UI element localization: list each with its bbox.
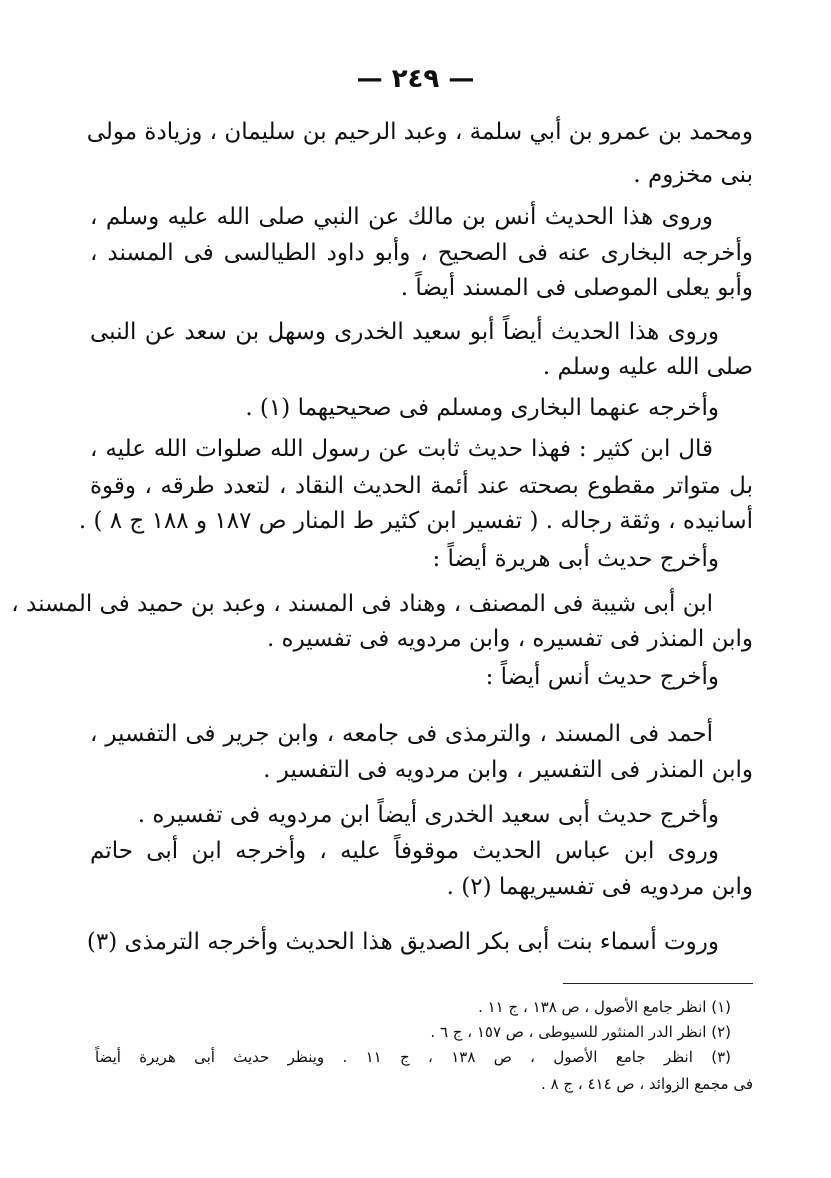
text-line-11: أسانيده ، وثقة رجاله . ( تفسير ابن كثير ط المنار ص ١٨٧ و ١٨٨ ج ٨ ) .	[78, 508, 753, 534]
footnote-1: (١) انظر جامع الأصول ، ص ١٣٨ ، ج ١١ .	[478, 998, 731, 1016]
text-line-3: وروى هذا الحديث أنس بن مالك عن النبي صلى الله عليه وسلم ،	[90, 204, 713, 230]
text-line-16: أحمد فى المسند ، والترمذى فى جامعه ، وابن جرير فى التفسير ،	[90, 721, 713, 747]
footnote-2: (٢) انظر الدر المنثور للسيوطى ، ص ١٥٧ ، ج ٦ .	[430, 1023, 731, 1041]
text-line-4: وأخرجه البخارى عنه فى الصحيح ، وأبو داود الطيالسى فى المسند ،	[90, 240, 753, 266]
text-line-17: وابن المنذر فى التفسير ، وابن مردويه فى التفسير .	[263, 757, 753, 783]
text-line-8: وأخرجه عنهما البخارى ومسلم فى صحيحيهما (١) .	[245, 395, 719, 421]
text-line-19: وروى ابن عباس الحديث موقوفاً عليه ، وأخرجه ابن أبى حاتم	[90, 838, 719, 864]
text-line-15: وأخرج حديث أنس أيضاً :	[485, 664, 719, 690]
text-line-5: وأبو يعلى الموصلى فى المسند أيضاً .	[400, 275, 753, 301]
text-line-1: ومحمد بن عمرو بن أبي سلمة ، وعبد الرحيم بن سليمان ، وزيادة مولى	[86, 119, 753, 145]
text-line-21: وروت أسماء بنت أبى بكر الصديق هذا الحديث وأخرجه الترمذى (٣)	[86, 929, 719, 955]
text-line-12: وأخرج حديث أبى هريرة أيضاً :	[432, 546, 719, 572]
footnote-3-continued: فى مجمع الزوائد ، ص ٤١٤ ، ج ٨ .	[541, 1075, 753, 1093]
footnote-separator	[563, 983, 753, 984]
text-line-9: قال ابن كثير : فهذا حديث ثابت عن رسول الله صلوات الله عليه ،	[90, 436, 713, 462]
text-line-20: وابن مردويه فى تفسيريهما (٢) .	[446, 874, 753, 900]
text-line-14: وابن المنذر فى تفسيره ، وابن مردويه فى تفسيره .	[266, 626, 753, 652]
text-line-2: بنى مخزوم .	[633, 162, 753, 188]
text-line-6: وروى هذا الحديث أيضاً أبو سعيد الخدرى وسهل بن سعد عن النبى	[90, 319, 719, 345]
text-line-10: بل متواتر مقطوع بصحته عند أئمة الحديث النقاد ، لتعدد طرقه ، وقوة	[90, 473, 753, 499]
text-line-7: صلى الله عليه وسلم .	[542, 354, 753, 380]
text-line-18: وأخرج حديث أبى سعيد الخدرى أيضاً ابن مردويه فى تفسيره .	[137, 802, 719, 828]
page-number: — ٢٤٩ —	[356, 64, 475, 94]
text-line-13: ابن أبى شيبة فى المصنف ، وهناد فى المسند ، وعبد بن حميد فى المسند ،	[11, 591, 713, 617]
footnote-3: (٣) انظر جامع الأصول ، ص ١٣٨ ، ج ١١ . وينظر حديث أبى هريرة أيضاً	[95, 1048, 732, 1066]
